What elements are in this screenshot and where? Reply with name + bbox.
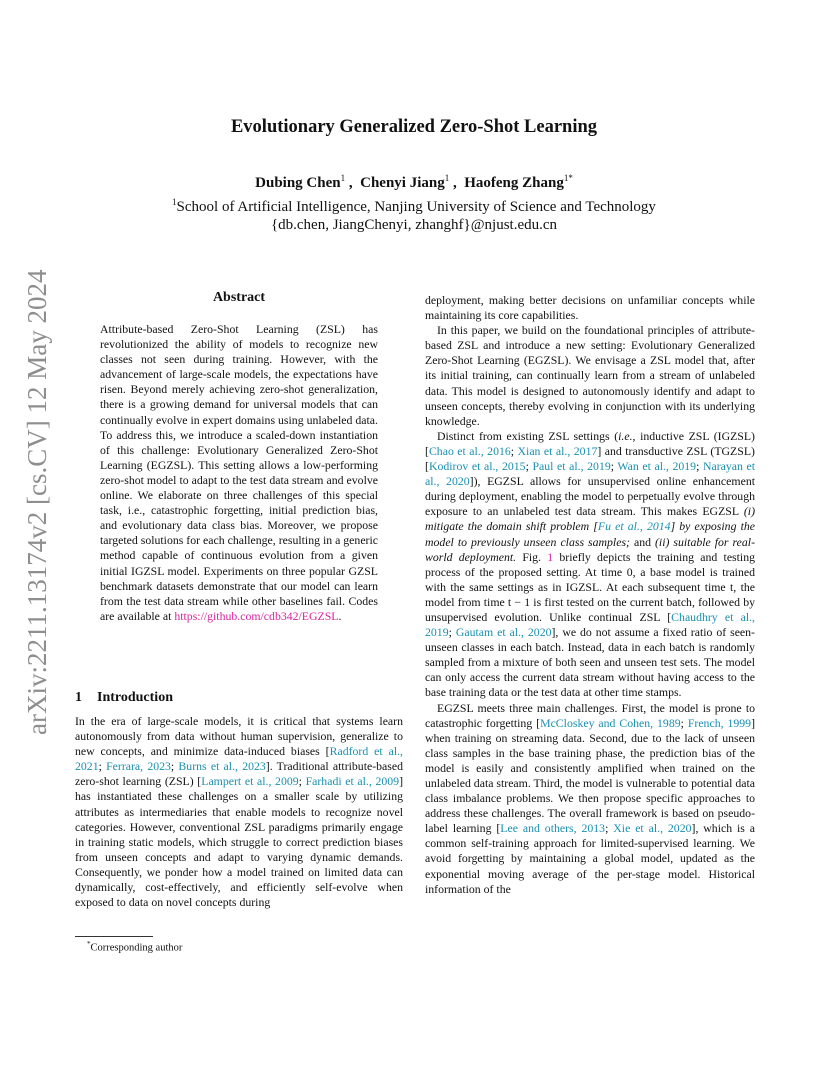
right-column xyxy=(425,293,755,897)
separator: ; xyxy=(510,443,518,458)
footnote-mark: * xyxy=(87,940,91,948)
citation-link[interactable]: Narayan et al., 2020 xyxy=(425,459,756,489)
citation-link[interactable]: Lee and others, 2013 xyxy=(500,821,606,836)
author-mark: 1 xyxy=(340,173,346,183)
paragraph: deployment, making better decisions on unfamiliar concepts while maintaining its core capabilities. xyxy=(425,293,755,323)
author-emails: {db.chen, JiangChenyi, zhanghf}@njust.edu.cn xyxy=(270,217,558,233)
citation-link[interactable]: Farhadi et al., 2009 xyxy=(305,774,400,789)
section-heading-introduction xyxy=(75,690,173,706)
citation-link[interactable]: Chaudhry et al., 2019 xyxy=(425,609,755,640)
citation-link[interactable]: Xie et al., 2020 xyxy=(613,821,692,836)
citation-link[interactable]: Lampert et al., 2009 xyxy=(201,774,299,789)
citation-link[interactable]: Paul et al., 2019 xyxy=(532,459,611,474)
abstract-end: . xyxy=(338,608,342,623)
code-link[interactable]: https://github.com/cdb342/EGZSL xyxy=(174,608,339,623)
citation-link[interactable]: Xian et al., 2017 xyxy=(517,443,598,458)
author-mark: 1 xyxy=(444,173,450,183)
paper-title: Evolutionary Generalized Zero-Shot Learning xyxy=(230,117,598,137)
footnote-divider xyxy=(75,936,153,937)
arxiv-identifier: arXiv:2211.13174v2 [cs.CV] 12 May 2024 xyxy=(22,269,52,735)
author-mark: 1* xyxy=(563,173,573,183)
text-run: Distinct from existing ZSL settings ( xyxy=(437,428,619,443)
abstract-body xyxy=(100,322,378,624)
citation-link[interactable]: Kodirov et al., 2015 xyxy=(428,459,526,474)
citation-link[interactable]: Gautam et al., 2020 xyxy=(455,625,552,640)
text-run: i.e. xyxy=(618,428,633,443)
text-run: EGZSL meets three main challenges. First, the model is prone to catastrophic forgetting [ xyxy=(425,700,755,730)
text-run: ]), EGZSL allows for unsupervised online enhancement during deployment, enabling the model to perpetually evolve through exposure to an unlabeled test data stream. This makes EGZSL xyxy=(425,474,755,519)
separator: ; xyxy=(298,774,306,789)
affiliation xyxy=(0,197,828,216)
citation-link[interactable]: Wan et al., 2019 xyxy=(617,459,697,474)
abstract-heading: Abstract xyxy=(212,290,266,305)
text-run: ]. Traditional attribute-based zero-shot learning (ZSL) [ xyxy=(75,759,403,789)
text-run: ] when training on streaming data. Second, due to the lack of unseen class samples in the base training phase, the prediction bias of the model is easily and consistently amplified when trained on the unlabeled data stream. Third, the model is vulnerable to potential data class imbalance problems. We then propose specific approaches to address these challenges. The overall framework is based on pseudo-label learning [ xyxy=(425,715,755,836)
abstract-text: Attribute-based Zero-Shot Learning (ZSL) has revolutionized the ability of models to recognize new classes not seen during training. However, with the advancement of large-scale models, the expectations have risen. Beyond merely achieving zero-shot generalization, there is a growing demand for universal models that can continually evolve in expert domains using unlabeled data. To address this, we introduce a scaled-down instantiation of this challenge: Evolutionary Generalized Zero-Shot Learning (EGZSL). This setting allows a low-performing zero-shot model to adapt to the test data stream and evolve online. We elaborate on three challenges of this special task, i.e., catastrophic forgetting, initial prediction bias, and evolutionary data class bias. Moreover, we propose targeted solutions for each challenge, resulting in a generic method capable of continuous evolution from a given initial IGZSL model. Experiments on three popular GZSL benchmark datasets demonstrate that our model can learn from the test data stream while other baselines fail. Codes are available at xyxy=(100,322,378,623)
separator: ; xyxy=(610,459,618,474)
citation-link[interactable]: Fu et al., 2014 xyxy=(597,519,671,534)
text-run: and xyxy=(629,534,655,549)
separator: ; xyxy=(525,459,533,474)
citation-link[interactable]: Radford et al., 2021 xyxy=(75,744,403,774)
author-name: Haofeng Zhang xyxy=(464,175,564,191)
text-run: ] by exposing the model to previously unseen class samples; xyxy=(425,519,756,549)
footnote xyxy=(87,940,182,954)
separator: ; xyxy=(170,759,179,774)
citation-link[interactable]: Chao et al., 2016 xyxy=(428,443,511,458)
separator: ; xyxy=(605,821,614,836)
citation-link[interactable]: Burns et al., 2023 xyxy=(178,759,266,774)
paragraph xyxy=(425,701,755,897)
text-run: ], we do not assume a fixed ratio of seen-unseen classes in each batch. Instead, data in each batch is randomly sampled from a mixture of both seen and unseen test sets. The model can only access the current data stream without having access to the base training data or the test data at other time stamps. xyxy=(425,625,755,700)
affiliation-mark: 1 xyxy=(172,197,177,207)
text-run: (ii) suitable for real-world deployment. xyxy=(425,534,756,564)
text-run: ] has instantiated these challenges on a smaller scale by utilizing attributes as intermediaries that enable models to recognize novel categories. However, conventional ZSL paradigms primarily engage in training static models, which struggle to correct prediction biases from unseen concepts and adapt to varying dynamic demands. Consequently, we ponder how a model trained on limited data can dynamically, cost-effectively, and efficiently self-evolve when exposed to data on novel concepts during xyxy=(75,774,403,910)
citation-link[interactable]: McCloskey and Cohen, 1989 xyxy=(540,715,681,730)
text-run: , inductive ZSL (IGZSL) [ xyxy=(425,428,755,458)
introduction-paragraph xyxy=(75,714,403,910)
text-run: ] and transductive ZSL (TGZSL) [ xyxy=(425,443,755,474)
footnote-text: Corresponding author xyxy=(90,942,183,954)
affiliation-text: School of Artificial Intelligence, Nanjing University of Science and Technology xyxy=(176,199,656,215)
text-run: ], which is a common self-training approach for limited-supervised learning. We avoid forgetting by maintaining a global model, updated as the exponential moving average of the per-stage model. Historical information of the xyxy=(425,821,756,896)
citation-link[interactable]: Ferrara, 2023 xyxy=(106,759,171,774)
paragraph xyxy=(425,429,755,701)
citation-link[interactable]: French, 1999 xyxy=(687,715,752,730)
text-run: Fig. xyxy=(516,549,548,564)
separator: ; xyxy=(696,459,703,474)
text-run: (i) mitigate the domain shift problem [ xyxy=(425,504,755,534)
text-run: In the era of large-scale models, it is critical that systems learn autonomously from data without human supervision, generalize to new concepts, and minimize data-induced biases [ xyxy=(75,714,403,759)
separator: ; xyxy=(680,715,688,730)
paragraph: In this paper, we build on the foundational principles of attribute-based ZSL and introduce a new setting: Evolutionary Generalized Zero-Shot Learning (EGZSL). We envisage a ZSL model that, after its initial training, can continually learn from a stream of unlabeled data. This model is designed to autonomously identify and adapt to unseen concepts, thereby evolving in conjunction with its underlying knowledge. xyxy=(425,323,755,428)
section-number: 1 xyxy=(75,690,82,705)
author-name: Chenyi Jiang xyxy=(360,175,445,191)
author-name: Dubing Chen xyxy=(255,175,341,191)
separator: ; xyxy=(448,625,456,640)
section-title: Introduction xyxy=(97,690,173,705)
figure-ref-link[interactable]: 1 xyxy=(547,549,554,564)
separator: ; xyxy=(98,759,107,774)
text-run: briefly depicts the training and testing process of the proposed setting. At time 0, a base model is trained with the same settings as in IGZSL. At each subsequent time t, the model from time t − 1 is first tested on the current batch, followed by unsupervised evolution. Unlike continual ZSL [ xyxy=(425,549,755,624)
author-list: Dubing Chen$^1$ , Chenyi Jiang$^1$ , Haofeng Zhang$^{1*}$ xyxy=(255,173,573,191)
